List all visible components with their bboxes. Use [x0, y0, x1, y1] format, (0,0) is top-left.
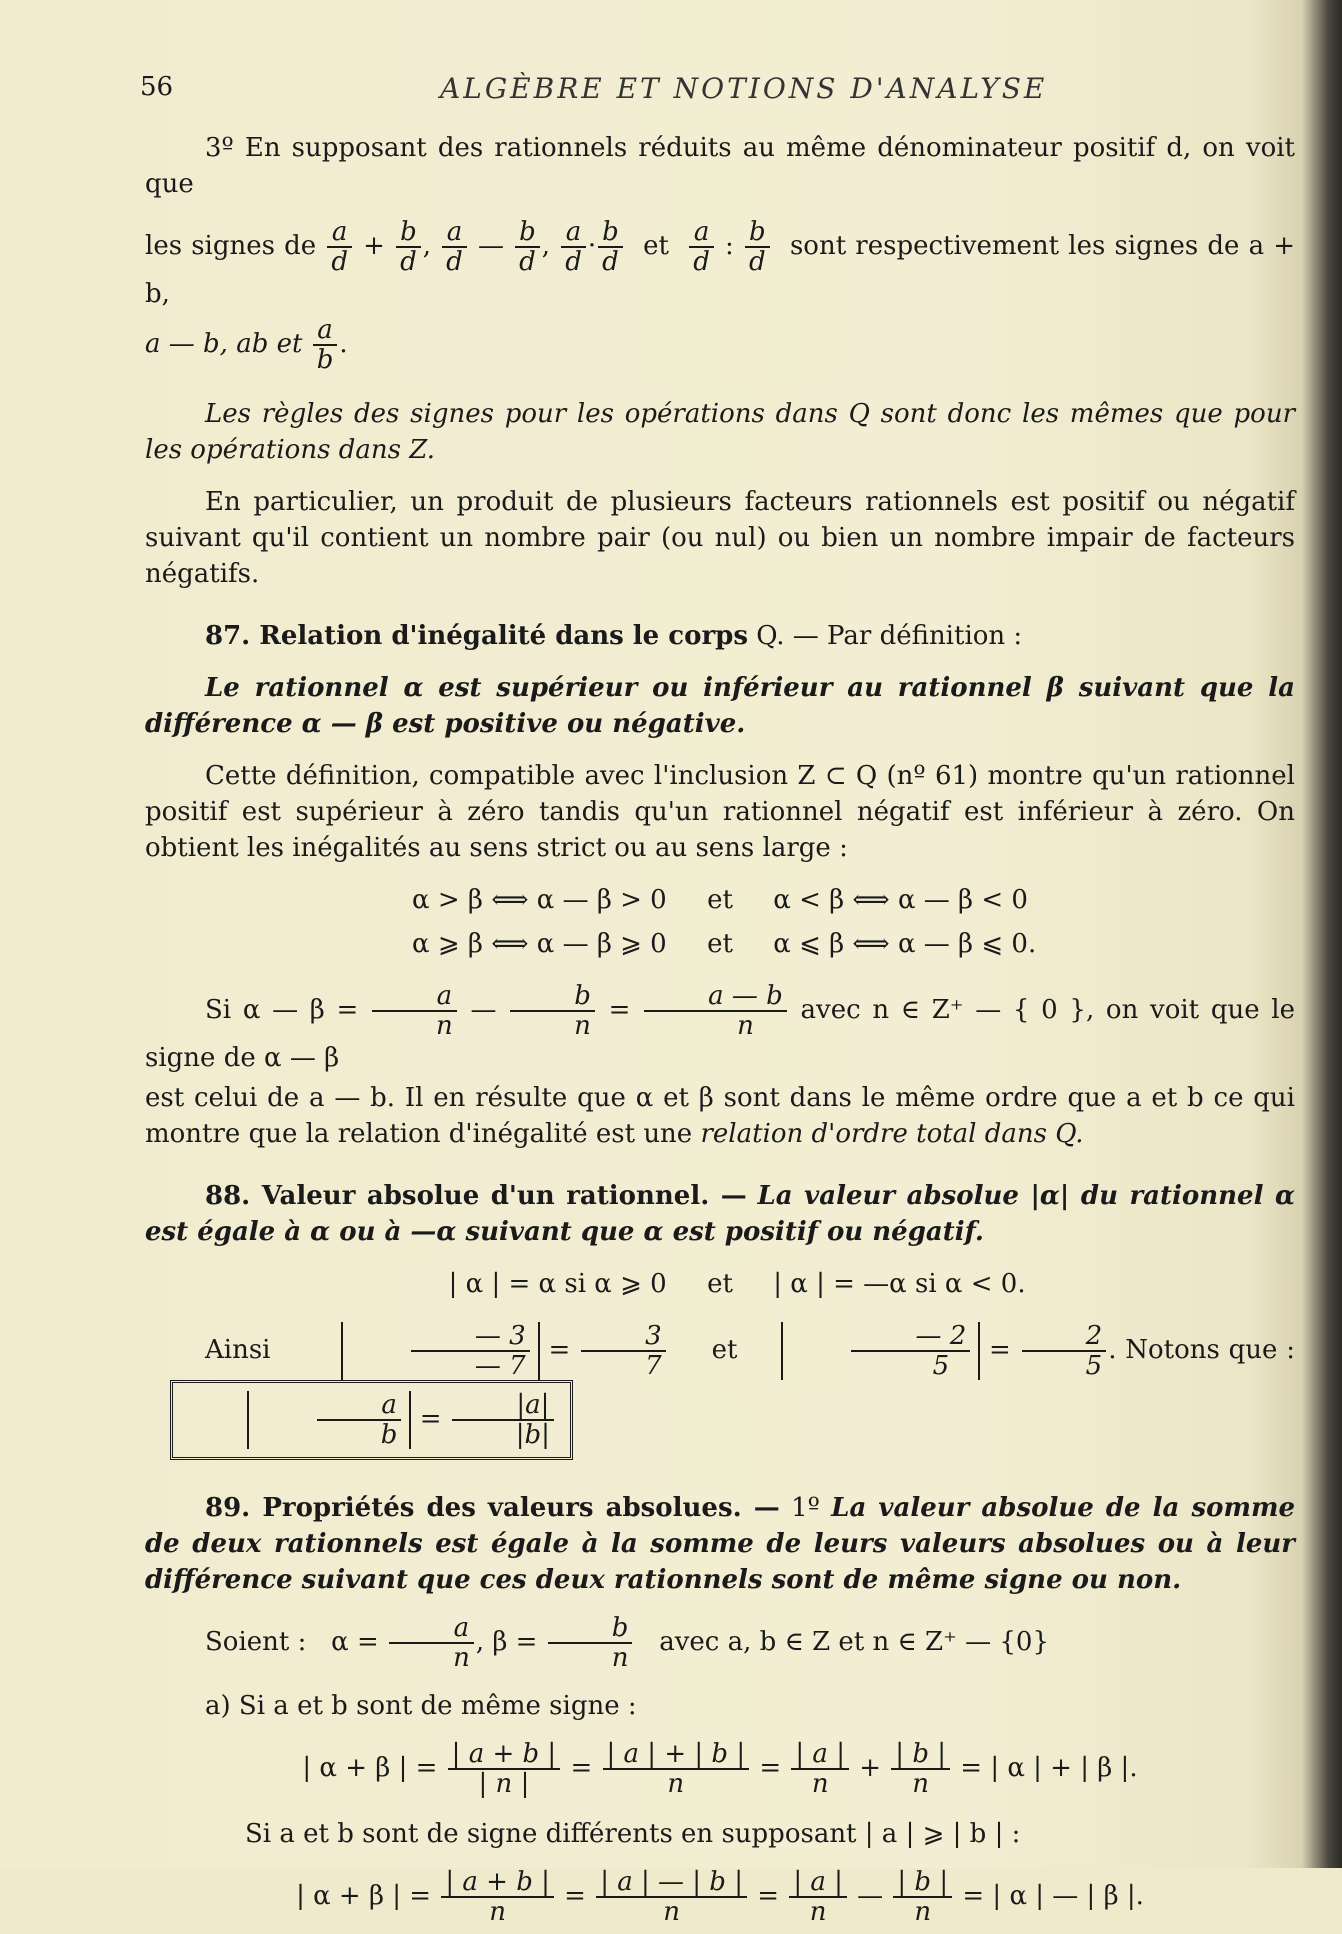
fraction: $\frac{— 2}{5}$: [851, 1322, 970, 1380]
si-line: Si α — β = $\frac{a}{n}$ — $\frac{b}{n}$ = $\frac{a — b}{n}$ avec n ∈ Z⁺ — { 0 }, on voit que le signe de α — β: [145, 981, 1295, 1073]
fraction: $\frac{a}{b}$: [317, 1391, 402, 1449]
conclusion-italic: relation d'ordre total dans Q.: [700, 1119, 1084, 1149]
fraction: $\frac{b}{n}$: [548, 1614, 633, 1672]
et-word: et: [711, 1335, 738, 1365]
case-b: Si a et b sont de signe différents en supposant | a | ⩾ | b | :: [245, 1819, 1021, 1849]
section-89-title: 89. Propriétés des valeurs absolues. —: [205, 1493, 780, 1523]
fraction: $\frac{a}{d}$: [327, 218, 352, 276]
fraction: $\frac{b}{d}$: [515, 218, 540, 276]
section-87-conclusion: [145, 1080, 1295, 1152]
fraction: $\frac{b}{d}$: [598, 218, 623, 276]
page-header: [140, 72, 1300, 112]
notons-que: Notons que :: [1125, 1335, 1295, 1365]
et-word: et: [643, 231, 669, 261]
abs-left: | α | = α si α ⩾ 0: [448, 1269, 667, 1299]
fraction: $\frac{| a + b |}{n}$: [441, 1868, 554, 1926]
section-87-text: Cette définition, compatible avec l'inclusion Z ⊂ Q (nº 61) montre qu'un rationnel positif est supérieur à zéro tandis qu'un rationnel négatif est inférieur à zéro. On obtient les inégalités au sens strict ou au sens large :: [145, 761, 1295, 863]
fraction: $\frac{a}{d}$: [689, 218, 714, 276]
page-number: 56: [140, 72, 174, 102]
fraction: $\frac{| a | + | b |}{n}$: [603, 1740, 750, 1798]
et-word: et: [707, 1269, 733, 1299]
si-suffix: avec n ∈ Z⁺ — { 0 }, on voit que le signe de α — β: [145, 995, 1295, 1073]
fraction: $\frac{| b |}{n}$: [893, 1868, 952, 1926]
fraction: $\frac{— 3}{— 7}$: [411, 1322, 530, 1380]
fraction: $\frac{a — b}{n}$: [644, 982, 787, 1040]
soient-suffix: avec a, b ∈ Z et n ∈ Z⁺ — {0}: [659, 1627, 1049, 1657]
fraction: $\frac{a}{d}$: [561, 218, 586, 276]
conclusion-start: est celui de a — b. Il en résulte que α et β sont dans le même ordre que a et b ce qui montre que la relation d'inégalité est une: [145, 1083, 1295, 1149]
fraction: $\frac{|a|}{|b|}$: [452, 1391, 554, 1449]
fraction: $\frac{b}{d}$: [396, 218, 421, 276]
fraction: $\frac{| a | — | b |}{n}$: [596, 1868, 747, 1926]
inequality-line-1: [145, 882, 1295, 918]
page-content: [145, 130, 1295, 1934]
rules-italic: Les règles des signes pour les opérations dans Q sont donc les mêmes que pour les opérations dans Z.: [145, 399, 1295, 465]
fraction: $\frac{| a |}{n}$: [791, 1740, 849, 1798]
signs-suffix: sont respectivement les signes de a + b,: [145, 231, 1296, 309]
si-prefix: Si α — β =: [205, 995, 359, 1025]
ainsi-word: Ainsi: [205, 1335, 271, 1365]
fraction: $\frac{b}{d}$: [745, 218, 770, 276]
fraction: $\frac{a}{n}$: [389, 1614, 474, 1672]
ineq-1-left: α > β ⟺ α — β > 0: [412, 885, 667, 915]
fraction: $\frac{2}{5}$: [1022, 1322, 1107, 1380]
soient-word: Soient :: [205, 1627, 307, 1657]
prop-1-lead: 1º: [791, 1493, 820, 1523]
fraction: $\frac{a}{d}$: [442, 218, 467, 276]
section-88-title: 88. Valeur absolue d'un rationnel. —: [205, 1181, 747, 1211]
boxed-formula: $\frac{a}{b}$ = $\frac{|a|}{|b|}$: [170, 1380, 573, 1460]
fraction: $\frac{a}{b}$: [313, 316, 338, 374]
abs-right: | α | = —α si α < 0.: [773, 1269, 1026, 1299]
para-3-intro: 3º En supposant des rationnels réduits au même dénominateur positif d, on voit que: [145, 133, 1295, 199]
ainsi-line: Ainsi $\frac{— 3}{— 7}$ = $\frac{3}{7}$ et $\frac{— 2}{5}$ = $\frac{2}{5}$ . Notons que : $\frac{a}{b}$ = $\frac{|a|}{|b|}$: [145, 1322, 1295, 1460]
para-3-signs: les signes de $\frac{a}{d}$ + $\frac{b}{d}$ , $\frac{a}{d}$ — $\frac{b}{d}$ , $\frac{a}{d}$ · $\frac{b}{d}$ et $\frac{a}{d}$ : $\frac{b}{d}$ sont respectivement les signes de a + b,: [145, 217, 1296, 309]
para-3-line2: a — b, ab et $\frac{a}{b}$ .: [145, 315, 348, 375]
abs-value: [781, 1322, 980, 1380]
case-b-formula: | α + β | = $\frac{| a + b |}{n}$ = $\frac{| a | — | b |}{n}$ = $\frac{| a |}{n}$ — $\frac{| b |}{n}$ = | α | — | β |.: [296, 1867, 1144, 1927]
particular-paragraph: En particulier, un produit de plusieurs facteurs rationnels est positif ou négatif suivant qu'il contient un nombre pair (ou nul) ou bien un nombre impair de facteurs négatifs.: [145, 487, 1295, 589]
soient-line: Soient : α = $\frac{a}{n}$ , β = $\frac{b}{n}$ avec a, b ∈ Z et n ∈ Z⁺ — {0}: [205, 1613, 1049, 1673]
section-87-title-rest: Q. — Par définition :: [756, 621, 1023, 651]
line2-prefix: a — b, ab et: [145, 329, 303, 359]
running-head: ALGÈBRE ET NOTIONS D'ANALYSE: [440, 72, 1048, 105]
abs-definition-line: [145, 1266, 1295, 1302]
section-87-heading: [145, 618, 1295, 654]
case-a: a) Si a et b sont de même signe :: [205, 1691, 637, 1721]
section-87-title: 87. Relation d'inégalité dans le corps: [205, 621, 748, 651]
prop-1-text: La valeur absolue de la somme de deux rationnels est égale à la somme de leurs valeurs absolues ou à leur différence suivant que ces deux rationnels sont de même signe ou non.: [145, 1493, 1296, 1595]
abs-value: [247, 1391, 412, 1449]
signs-prefix: les signes de: [145, 231, 317, 261]
ineq-1-right: α < β ⟺ α — β < 0: [773, 885, 1028, 915]
fraction: $\frac{| a + b |}{| n |}$: [448, 1740, 561, 1798]
et-word: et: [707, 885, 733, 915]
section-88-heading: [145, 1178, 1295, 1250]
abs-value: [341, 1322, 540, 1380]
et-word: et: [707, 929, 733, 959]
section-87-definition: Le rationnel α est supérieur ou inférieur au rationnel β suivant que la différence α — β est positive ou négative.: [145, 673, 1295, 739]
fraction: $\frac{b}{n}$: [510, 982, 595, 1040]
fraction: $\frac{| b |}{n}$: [891, 1740, 950, 1798]
case-a-formula: | α + β | = $\frac{| a + b |}{| n |}$ = $\frac{| a | + | b |}{n}$ = $\frac{| a |}{n}$ + $\frac{| b |}{n}$ = | α | + | β |.: [302, 1739, 1138, 1799]
inequality-line-2: [145, 926, 1295, 962]
section-88-definition: La valeur absolue |α| du rationnel α est égale à α ou à —α suivant que α est positif ou négatif.: [145, 1181, 1295, 1247]
ineq-2-left: α ⩾ β ⟺ α — β ⩾ 0: [412, 929, 667, 959]
ineq-2-right: α ⩽ β ⟺ α — β ⩽ 0.: [773, 929, 1037, 959]
fraction: $\frac{3}{7}$: [581, 1322, 666, 1380]
fraction: $\frac{| a |}{n}$: [789, 1868, 847, 1926]
fraction: $\frac{a}{n}$: [372, 982, 457, 1040]
section-89-heading: [145, 1490, 1295, 1598]
